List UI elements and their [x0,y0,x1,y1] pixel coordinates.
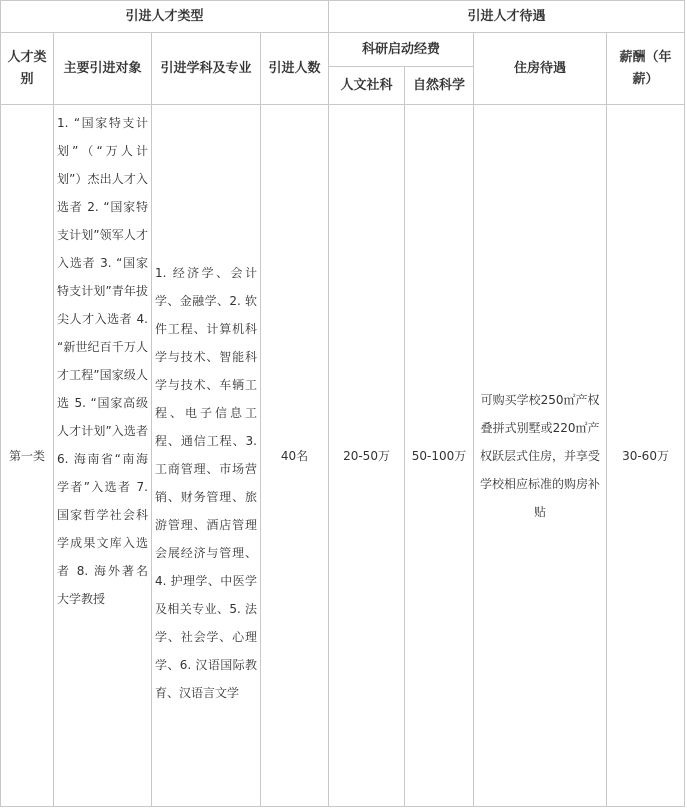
count-header: 引进人数 [261,33,329,105]
housing-header: 住房待遇 [474,33,607,105]
disciplines-cell: 1. 经济学、会计学、金融学、2. 软件工程、计算机科学与技术、智能科学与技术、车辆工程、电子信息工程、通信工程、3. 工商管理、市场营销、财务管理、旅游管理、酒店管理会展经济与管理、4. 护理学、中医学及相关专业、5. 法学、社会学、心理学、6. 汉语国际教育、汉语言文学 [152,105,261,807]
science-header: 自然科学 [405,67,474,105]
targets-header: 主要引进对象 [54,33,152,105]
salary-cell: 30-60万 [607,105,685,807]
targets-cell: 1. “国家特支计划”（“万人计划”）杰出人才入选者 2. “国家特支计划”领军人才入选者 3. “国家特支计划”青年拔尖人才入选者 4. “新世纪百千万人才工程”国家级人选 5. “国家高级人才计划”入选者 6. 海南省“南海学者”入选者 7. 国家哲学社会科学成果文库入选者 8. 海外著名大学教授 [54,105,152,807]
humanities-header: 人文社科 [329,67,405,105]
funding-header: 科研启动经费 [329,33,474,67]
type-group-header: 引进人才类型 [1,1,329,33]
count-cell: 40名 [261,105,329,807]
humanities-cell: 20-50万 [329,105,405,807]
housing-cell: 可购买学校250㎡产权叠拼式别墅或220㎡产权跃层式住房，并享受学校相应标准的购房补贴 [474,105,607,807]
salary-header: 薪酬（年薪） [607,33,685,105]
category-header: 人才类别 [1,33,54,105]
science-cell: 50-100万 [405,105,474,807]
treatment-group-header: 引进人才待遇 [329,1,685,33]
category-cell: 第一类 [1,105,54,807]
disciplines-header: 引进学科及专业 [152,33,261,105]
